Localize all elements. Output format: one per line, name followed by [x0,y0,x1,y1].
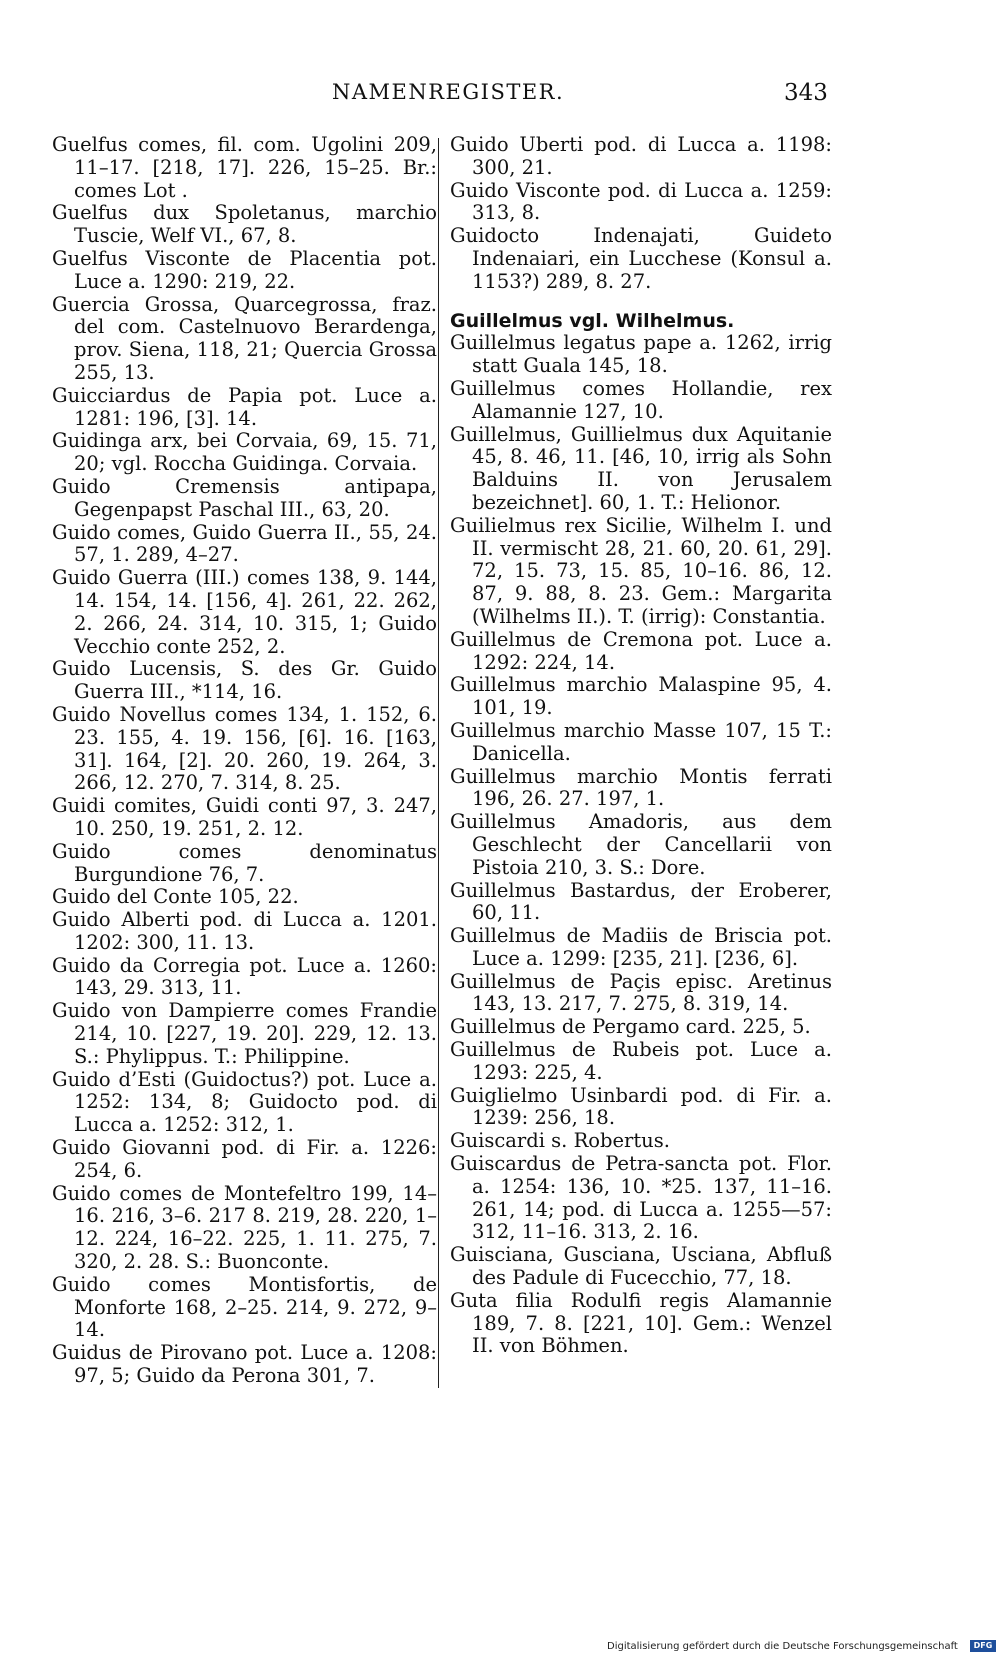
index-entry: Guido Lucensis, S. des Gr. Guido Guerra III., *114, 16. [52,657,437,704]
index-entry: Guido von Dampierre comes Frandie 214, 10. [227, 19. 20]. 229, 12. 13. S.: Phylippus. T.: Philippine. [52,999,437,1068]
index-entry: Guido Uberti pod. di Lucca a. 1198: 300, 21. [450,133,832,179]
index-entry: Guillelmus de Pergamo card. 225, 5. [450,1015,811,1039]
index-entry: Guiscardi s. Robertus. [450,1129,670,1153]
index-entry: Guido Cremensis antipapa, Gegenpapst Paschal III., 63, 20. [52,474,437,521]
index-entry: Guisciana, Gusciana, Usciana, Abfluß des Padule di Fucecchio, 77, 18. [450,1243,832,1290]
index-entry: Guilielmus rex Sicilie, Wilhelm I. und II. vermischt 28, 21. 60, 20. 61, 29]. 72, 15. 73, 15. 85, 10–16. 86, 12. 87, 9. 88, 8. 23. Gem.: Margarita (Wilhelms II.). T. (irrig): Constantia. [450,513,832,628]
index-entry: Guillelmus Amadoris, aus dem Geschlecht der Cancellarii von Pistoia 210, 3. S.: Dore. [450,810,832,879]
index-entry: Guido Visconte pod. di Lucca a. 1259: 313, 8. [450,178,832,225]
index-entry: Guillelmus, Guillielmus dux Aquitanie 45, 8. 46, 11. [46, 10, irrig als Sohn Balduins II. von Jerusalem bezeichnet]. 60, 1. T.: Helionor. [450,422,832,514]
index-entry: Guiglielmo Usinbardi pod. di Fir. a. 1239: 256, 18. [450,1083,832,1130]
index-entry: Guillelmus de Paçis episc. Aretinus 143, 13. 217, 7. 275, 8. 319, 14. [450,969,832,1016]
index-entry: Guido d’Esti (Guidoctus?) pot. Luce a. 1252: 134, 8; Guidocto pod. di Lucca a. 1252: 312, 1. [52,1067,437,1137]
index-entry: Guido comes denominatus Burgundione 76, 7. [52,839,437,886]
index-entry: Guido da Corregia pot. Luce a. 1260: 143, 29. 313, 11. [52,953,437,1000]
index-entry: Guillelmus marchio Malaspine 95, 4. 101, 19. [450,673,832,720]
index-entry: Guido Alberti pod. di Lucca a. 1201. 1202: 300, 11. 13. [52,908,437,954]
index-entry: Guidi comites, Guidi conti 97, 3. 247, 10. 250, 19. 251, 2. 12. [52,794,437,840]
index-entry: Guelfus comes, fil. com. Ugolini 209, 11–17. [218, 17]. 226, 15–25. Br.: comes Lot . [52,133,437,202]
index-entry: Guercia Grossa, Quarcegrossa, fraz. del com. Castelnuovo Berardenga, prov. Siena, 118, 21; Quercia Grossa 255, 13. [52,292,437,384]
digitization-credit: Digitalisierung gefördert durch die Deutsche Forschungsgemeinschaft [607,1641,958,1652]
index-entry: Guillelmus de Cremona pot. Luce a. 1292: 224, 14. [450,627,832,674]
index-entry: Guillelmus de Rubeis pot. Luce a. 1293: 225, 4. [450,1038,832,1084]
index-entry: Guido Giovanni pod. di Fir. a. 1226: 254, 6. [52,1136,437,1182]
index-entry: Guta filia Rodulfi regis Alamannie 189, 7. 8. [221, 10]. Gem.: Wenzel II. von Böhmen. [450,1288,832,1358]
column-divider [438,138,439,1388]
index-entry: Guido Novellus comes 134, 1. 152, 6. 23. 155, 4. 19. 156, [6]. 16. [163, 31]. 164, [2]. 20. 260, 19. 264, 3. 266, 12. 270, 7. 314, 8. 25. [52,702,437,795]
index-entry: Guido del Conte 105, 22. [52,885,299,909]
index-entry: Guelfus Visconte de Placentia pot. Luce a. 1290: 219, 22. [52,246,437,293]
left-column [52,134,437,1388]
index-entry: Guido Guerra (III.) comes 138, 9. 144, 14. 154, 14. [156, 4]. 261, 22. 262, 2. 266, 24. 314, 10. 315, 1; Guido Vecchio conte 252, 2. [52,566,437,658]
index-entry: Guido comes de Montefeltro 199, 14–16. 216, 3–6. 217 8. 219, 28. 220, 1–12. 224, 16–22. 225, 1. 11. 275, 7. 320, 2. 28. S.: Buonconte. [52,1181,437,1274]
index-entry: Guido comes, Guido Guerra II., 55, 24. 57, 1. 289, 4–27. [52,520,437,567]
index-entry: Guillelmus marchio Montis ferrati 196, 26. 27. 197, 1. [450,764,832,811]
index-entry: Guillelmus legatus pape a. 1262, irrig statt Guala 145, 18. [450,331,832,378]
index-entry: Guido comes Montisfortis, de Monforte 168, 2–25. 214, 9. 272, 9–14. [52,1272,437,1342]
right-column [450,134,832,1358]
index-entry: Guillelmus comes Hollandie, rex Alamannie 127, 10. [450,376,832,423]
index-entry: Guelfus dux Spoletanus, marchio Tuscie, Welf VI., 67, 8. [52,201,437,248]
index-entry: Guillelmus de Madiis de Briscia pot. Luce a. 1299: [235, 21]. [236, 6]. [450,924,832,970]
index-entry: Guillelmus Bastardus, der Eroberer, 60, 11. [450,878,832,925]
page-number: 343 [784,80,828,106]
index-entry: Guicciardus de Papia pot. Luce a. 1281: 196, [3]. 14. [52,383,437,430]
index-entry: Guidocto Indenajati, Guideto Indenaiari, ein Lucchese (Konsul a. 1153?) 289, 8. 27. [450,224,832,293]
index-entry: Guidinga arx, bei Corvaia, 69, 15. 71, 20; vgl. Roccha Guidinga. Corvaia. [52,429,437,476]
index-entry: Guidus de Pirovano pot. Luce a. 1208: 97, 5; Guido da Perona 301, 7. [52,1341,437,1388]
index-entry: Guillelmus marchio Masse 107, 15 T.: Danicella. [450,718,832,765]
index-entry: Guiscardus de Petra-sancta pot. Flor. a. 1254: 136, 10. *25. 137, 11–16. 261, 14; pod. di Lucca a. 1255—57: 312, 11–16. 313, 2. 16. [450,1152,832,1244]
section-heading: Guillelmus vgl. Wilhelmus. [450,309,735,332]
running-title: NAMENREGISTER. [332,80,565,104]
dfg-logo: DFG [970,1640,996,1652]
page-header [0,78,1000,118]
